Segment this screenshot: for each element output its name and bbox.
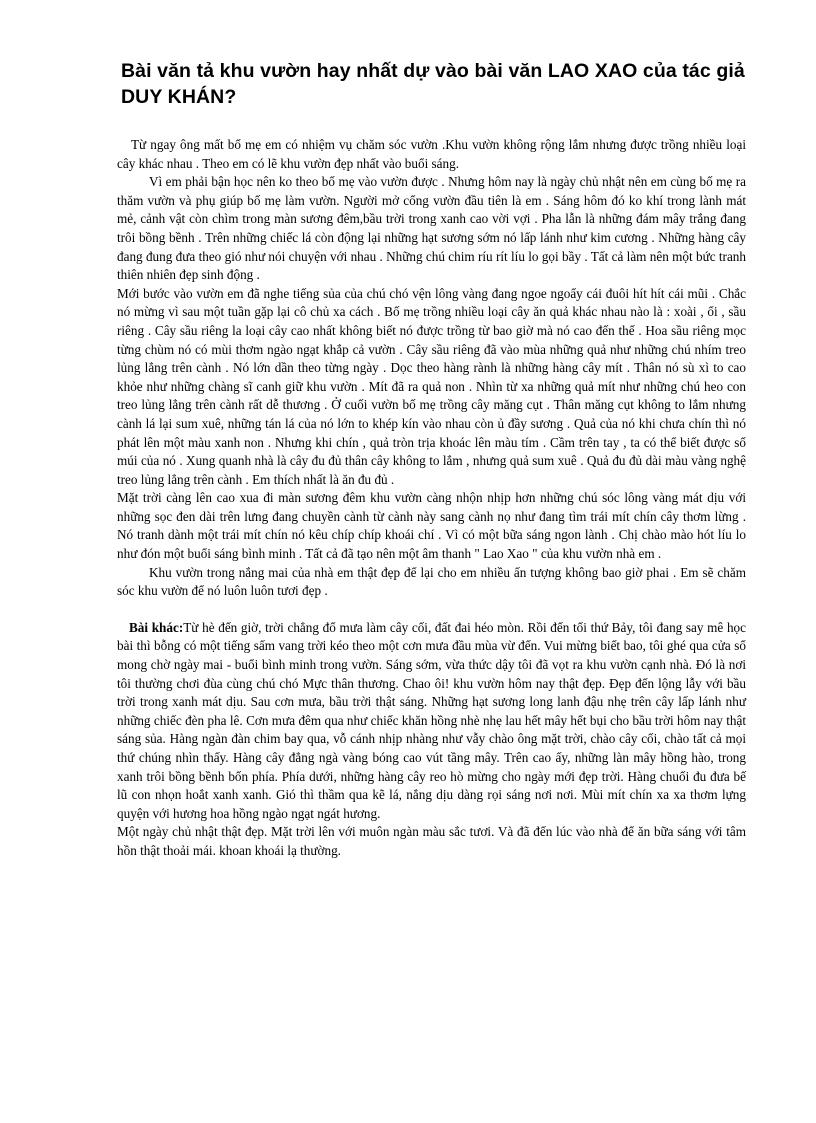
- essay1-paragraph-2: Vì em phải bận học nên ko theo bố mẹ vào vườn được . Nhưng hôm nay là ngày chủ nhật nên em cùng bố mẹ ra thăm vườn và phụ giúp bố mẹ làm vườn. Người mở cổng vườn đầu tiên là em . Sáng hôm đó ko khí trong lành mát mẻ, cảnh vật còn chìm trong màn sương đêm,bầu trời trong xanh cao vời vợi . Pha lẫn là những đám mây trắng đang trôi bồng bềnh . Trên những chiếc lá còn động lại những hạt sương sớm nó lấp lánh như kim cương . Những hàng cây đang đung đưa theo gió như nói chuyện với nhau . Những chú chim ríu rít líu lo gọi bầy . Tất cả làm nên một bức tranh thiên nhiên đẹp sinh động .: [117, 174, 746, 283]
- section-gap: [117, 601, 746, 619]
- document-title: Bài văn tả khu vườn hay nhất dự vào bài văn LAO XAO của tác giả DUY KHÁN?: [121, 60, 745, 108]
- essay1-paragraph-5: Khu vườn trong nắng mai của nhà em thật đẹp để lại cho em nhiều ấn tượng không bao giờ phai . Em sẽ chăm sóc khu vườn để nó luôn luôn tươi đẹp .: [117, 564, 746, 599]
- essay1-paragraph-4: Mặt trời càng lên cao xua đi màn sương đêm khu vườn càng nhộn nhịp hơn những chú sóc lông vàng mát dịu với những sọc đen dài trên lưng đang chuyền cành từ cành này sang cành nọ như đang tìm trái mít chín cây thơm lừng . Nó tranh dành một trái mít chín nó kêu chíp chíp khoái chí . Vì có một bữa sáng ngon lành . Chị chào mào hót líu lo như đón một buổi sáng bình minh . Tất cả đã tạo nên một âm thanh " Lao Xao " của khu vườn nhà em .: [117, 490, 746, 562]
- essay2-label: Bài khác:: [129, 619, 184, 635]
- essay2-intro-text: Từ hè đến giờ, trời chẳng đổ mưa làm cây cối, đất đai héo mòn. Rồi đến tối thứ Bảy, tôi đang say mê học bài thì bỗng có một tiếng sấm vang trời kéo theo một cơn mưa đầu mùa vừ đến. Vui mừng biết bao, tôi ghé qua cửa sổ mong chờ ngày mai - buổi bình minh trong vườn. Sáng sớm, vừa thức dậy tôi đã vọt ra khu vườn cạnh nhà. Đó là nơi tôi thường chơi đùa cùng chú chó Mực thân thương. Chao ôi! khu vườn hôm nay thật đẹp. Đẹp đến lộng lẫy với bầu trời trong xanh mát dịu. Sau cơn mưa, bầu trời thật sáng. Những hạt sương long lanh đậu nhẹ trên cây lấp lánh như những chiếc đèn pha lê. Cơn mưa đêm qua như chiếc khăn hồng nhè nhẹ lau hết mây hết bụi cho bầu trời hôm nay thật sáng sủa. Hàng ngàn đàn chim bay qua, vỗ cánh nhịp nhàng như vẫy chào ông mặt trời, chào cây cối, chào tất cả mọi thứ chúng nhìn thấy. Hàng cây đẳng ngà vàng bóng cao vút tầng mây. Trên cao ấy, những làn mây hồng hào, trong xanh trôi bồng bềnh bốn phía. Phía dưới, những hàng cây reo hò mừng cho ngày mới đẹp trời. Hàng chuối đu đưa bế lũ con nhọn hoắt xanh xanh. Gió thì thầm qua kẽ lá, nắng dịu dàng rọi sáng nơi nơi. Mùi mít chín xa xa thơm lựng quyện với hương hoa hồng ngào ngạt ngát hương.: [117, 619, 746, 821]
- essay2-paragraph-2: Một ngày chủ nhật thật đẹp. Mặt trời lên với muôn ngàn màu sắc tươi. Và đã đến lúc vào nhà để ăn bữa sáng với tâm hồn thật thoải mái. khoan khoái lạ thường.: [117, 824, 746, 858]
- essay2-paragraph-1: [117, 619, 746, 824]
- essay1-paragraph-3: Mới bước vào vườn em đã nghe tiếng sủa của chú chó vện lông vàng đang ngoe ngoẩy cái đuôi hít hít cái mũi . Chắc nó mừng vì sau một tuần gặp lại cô chủ xa cách . Bố mẹ trồng nhiều loại cây ăn quả khác nhau nào là : xoài , ổi , sầu riêng . Cây sầu riêng la loại cây cao nhất không biết nó được trồng từ bao giờ mà nó cao đến thế . Hoa sầu riêng mọc từng chùm nó có mùi thơm ngào ngạt khắp cả vườn . Cây sầu riêng đã vào mùa những quả như những chú nhím treo lủng lẳng trên cành . Nó lớn dần theo từng ngày . Dọc theo hàng rành là những hàng cây mít . Thân nó sù xì to cao khỏe như những chàng sĩ canh giữ khu vườn . Mít đã ra quả non . Nhìn từ xa những quả mít như những chú heo con treo lủng lẳng trên cành rất dễ thương . Ở cuối vườn bố mẹ trồng cây măng cụt . Thân măng cụt không to lắm nhưng cành lá lại sum xuê, những tán lá của nó lớn to khép kín vào nhau còn ủ đầy sương . Quả của nó khi chưa chín thì nó phát lên một màu xanh non . Nhưng khi chín , quả tròn trịa khoác lên màu tím . Cầm trên tay , ta có thể biết được số múi của nó . Xung quanh nhà là cây đu đủ thân cây không to lắm , nhưng quả sum xuê . Quả đu đủ dài màu vàng nghệ treo lủng lẳng trên cành . Em thích nhất là ăn đu đủ .: [117, 285, 746, 487]
- essay1-paragraph-1: Từ ngay ông mất bố mẹ em có nhiệm vụ chăm sóc vườn .Khu vườn không rộng lắm nhưng được trồng nhiều loại cây khác nhau . Theo em có lẽ khu vườn đẹp nhất vào buổi sáng.: [117, 137, 746, 171]
